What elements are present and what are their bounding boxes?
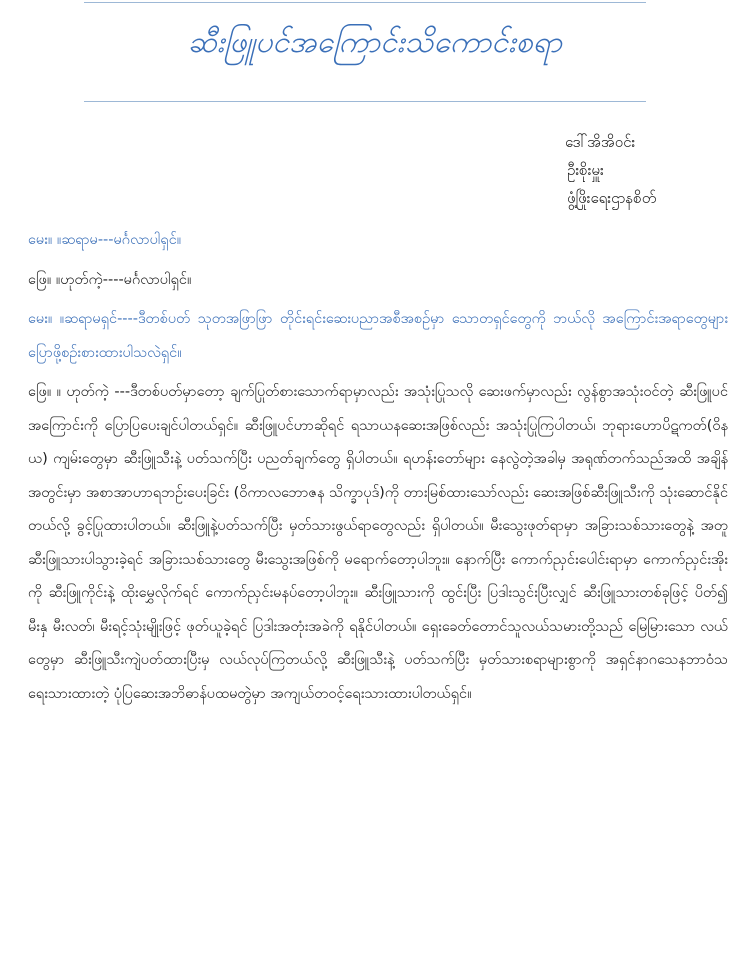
document-title: ဆီးဖြူပင်အကြောင်းသိကောင်းစရာ xyxy=(187,25,563,60)
author-name: ဦးစိုးမှူး xyxy=(567,161,604,179)
author-block xyxy=(565,128,745,212)
question-paragraph: မေး။ ။ဆရာမရှင်----ဒီတစ်ပတ် သုတအဖြာဖြာ တိုင်းရင်းဆေးပညာအစီအစဉ်မှာ သောတရှင်တွေကို ဘယ်လို အကြောင်းအရာတွေများ ပြောဖို့စဉ်းစားထားပါသလဲရှင်။ xyxy=(28,311,728,361)
author-department: ဖွံ့ဖြိုးရေးဌာနစိတ် xyxy=(567,189,657,207)
question-paragraph: မေး။ ။ဆရာမ---မင်္ဂလာပါရှင်။ xyxy=(28,232,182,248)
top-rule xyxy=(84,2,646,3)
bottom-rule xyxy=(84,101,646,102)
answer-paragraph: ဖြေ။ ။ဟုတ်ကဲ့----မင်္ဂလာပါရှင်။ xyxy=(28,271,192,288)
answer-paragraph: ဖြေ။ ။ ဟုတ်ကဲ့ ---ဒီတစ်ပတ်မှာတော့ ချက်ပြုတ်စားသောက်ရာမှာလည်း အသုံးပြုသလို ဆေးဖက်မှာလည်း လွန်စွာအသုံးဝင်တဲ့ ဆီးဖြူပင်အကြောင်းကို ပြောပြပေးချင်ပါတယ်ရှင်။ ဆီးဖြူပင်ဟာဆိုရင် ရသာယနဆေးအဖြစ်လည်း အသုံးပြုကြပါတယ်၊ ဘုရားဟောပိဋကတ်(ဝိနယ) ကျမ်းတွေမှာ ဆီးဖြူသီးနဲ့ ပတ်သက်ပြီး ပညတ်ချက်တွေ ရှိပါတယ်။ ရဟန်းတော်များ နေလွဲတဲ့အခါမှ အရုဏ်တက်သည်အထိ အချိန်အတွင်းမှာ အစာအာဟာရဘဉ်းပေးခြင်း (ဝိကာလဘောဇန သိက္ခာပုဒ်)ကို တားမြစ်ထားသော်လည်း ဆေးအဖြစ်ဆီးဖြူသီးကို သုံးဆောင်နိုင်တယ်လို့ ခွင့်ပြုထားပါတယ်။ ဆီးဖြူနဲ့ပတ်သက်ပြီး မှတ်သားဖွယ်ရာတွေလည်း ရှိပါတယ်။ မီးသွေးဖုတ်ရာမှာ အခြားသစ်သားတွေနဲ့ အတူ ဆီးဖြူသားပါသွားခဲ့ရင် အခြားသစ်သားတွေ မီးသွေးအဖြစ်ကို မရောက်တော့ပါဘူး။ နောက်ပြီး ကောက်ညှင်းပေါင်းရာမှာ ကောက်ညှင်းအိုးကို ဆီးဖြူကိုင်းနဲ့ ထိုးမွှေလိုက်ရင် ကောက်ညှင်းမနပ်တော့ပါဘူး။ ဆီးဖြူသားကို ထွင်းပြီး ပြဒါးသွင်းပြီးလျှင် ဆီးဖြူသားတစ်ခုဖြင့် ပိတ်၍ မီးနှ မီးလတ်၊ မီးရင့်သုံးမျိုးဖြင့် ဖုတ်ယူခဲ့ရင် ပြဒါးအတုံးအခဲကို ရနိုင်ပါတယ်။ ရှေးခေတ်တောင်သူလယ်သမားတို့သည် မြေမြားသော လယ်တွေမှာ ဆီးဖြူသီးကျဲပတ်ထားပြီးမှ လယ်လုပ်ကြတယ်လို့ ဆီးဖြူသီးနဲ့ ပတ်သက်ပြီး မှတ်သားစရာများစွာကို အရှင်နာဂသေနဘာဝံသရေးသားထားတဲ့ ပုံပြဆေးအဘိဓာန်ပထမတွဲမှာ အကျယ်တဝင့်ရေးသားထားပါတယ်ရှင်။ xyxy=(28,384,728,702)
author-name: ဒေါ်အိအိဝင်း xyxy=(565,133,636,151)
document-body xyxy=(28,224,728,711)
